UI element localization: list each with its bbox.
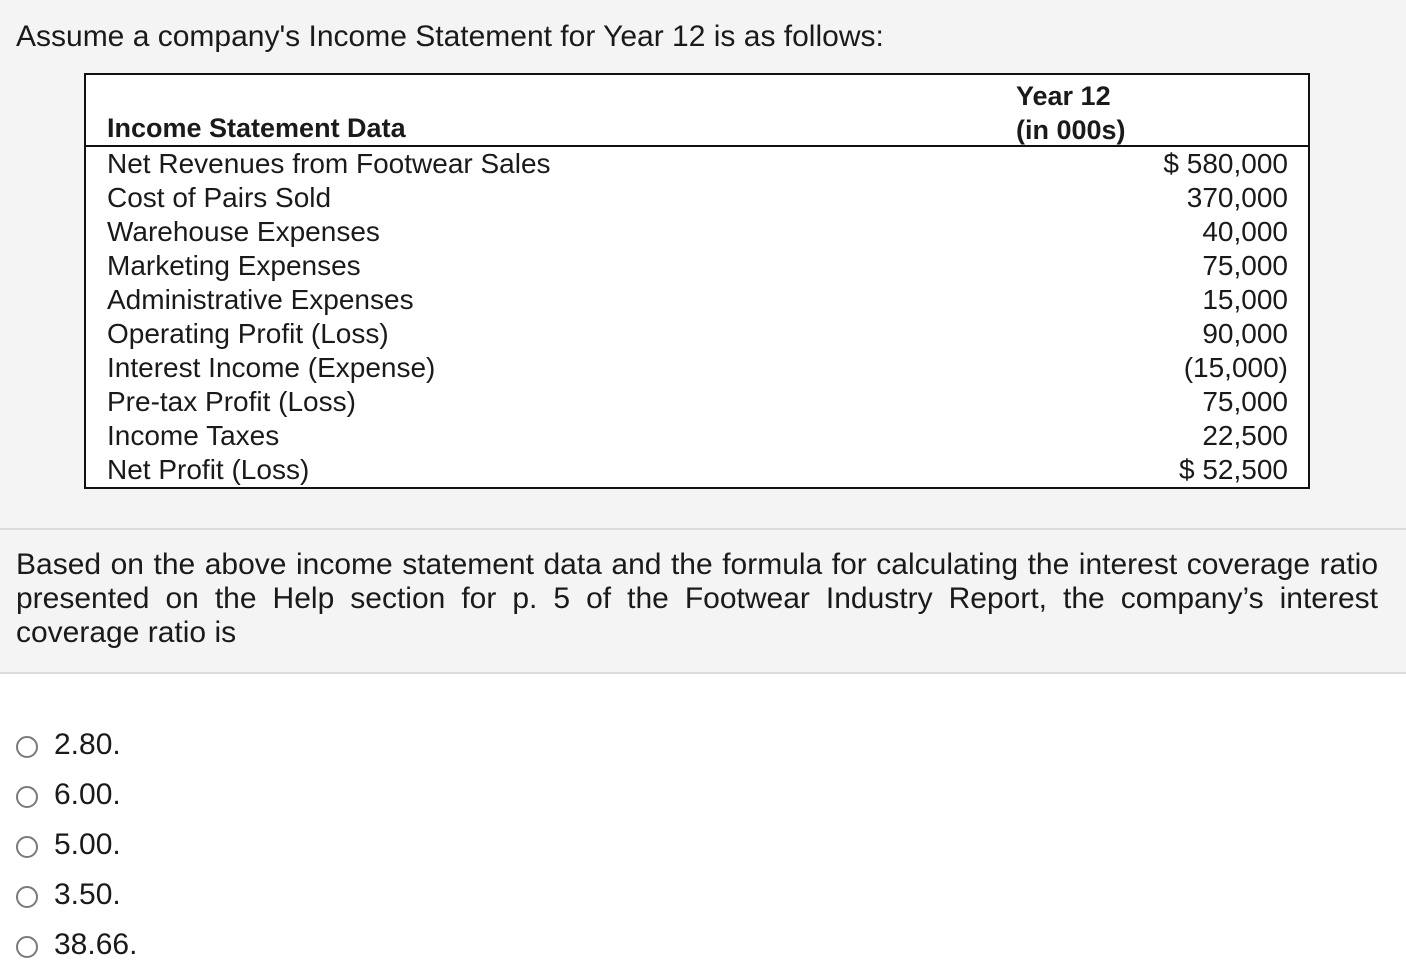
row-value: 15,000 xyxy=(1202,284,1288,315)
row-label: Cost of Pairs Sold xyxy=(107,182,332,213)
row-label: Net Revenues from Footwear Sales xyxy=(107,148,551,179)
radio-button[interactable] xyxy=(16,886,38,908)
answer-label[interactable]: 3.50. xyxy=(54,878,121,911)
row-label: Operating Profit (Loss) xyxy=(107,318,389,349)
row-value: (15,000) xyxy=(1183,352,1288,383)
table-header-year xyxy=(1016,79,1126,147)
row-value: 22,500 xyxy=(1202,420,1288,451)
answer-option[interactable] xyxy=(16,820,137,870)
row-value: 75,000 xyxy=(1202,250,1288,281)
answer-options xyxy=(16,720,137,970)
intro-text: Assume a company's Income Statement for Year 12 is as follows: xyxy=(16,20,884,53)
table-row xyxy=(86,215,1308,249)
answer-label[interactable]: 5.00. xyxy=(54,828,121,861)
table-row xyxy=(86,249,1308,283)
row-value: 75,000 xyxy=(1202,386,1288,417)
answer-label[interactable]: 38.66. xyxy=(54,928,138,961)
income-statement-table xyxy=(84,73,1310,489)
answer-option[interactable] xyxy=(16,920,137,970)
table-body xyxy=(86,147,1308,487)
answer-label[interactable]: 6.00. xyxy=(54,778,121,811)
row-label: Warehouse Expenses xyxy=(107,216,380,247)
row-value: 40,000 xyxy=(1202,216,1288,247)
table-row xyxy=(86,181,1308,215)
table-header-year-line1: Year 12 xyxy=(1016,81,1111,111)
answer-option[interactable] xyxy=(16,870,137,920)
row-value: 90,000 xyxy=(1202,318,1288,349)
section-divider xyxy=(0,672,1406,674)
table-row xyxy=(86,317,1308,351)
answer-option[interactable] xyxy=(16,720,137,770)
radio-button[interactable] xyxy=(16,836,38,858)
table-row xyxy=(86,147,1308,181)
radio-button[interactable] xyxy=(16,786,38,808)
row-label: Marketing Expenses xyxy=(107,250,361,281)
table-row xyxy=(86,419,1308,453)
table-row xyxy=(86,283,1308,317)
answer-option[interactable] xyxy=(16,770,137,820)
table-row xyxy=(86,351,1308,385)
answer-label[interactable]: 2.80. xyxy=(54,728,121,761)
row-value: 370,000 xyxy=(1186,182,1288,213)
radio-button[interactable] xyxy=(16,736,38,758)
table-row xyxy=(86,385,1308,419)
row-label: Pre-tax Profit (Loss) xyxy=(107,386,356,417)
row-value: $ 52,500 xyxy=(1179,454,1288,485)
row-label: Net Profit (Loss) xyxy=(107,454,310,485)
table-header-label: Income Statement Data xyxy=(107,113,406,143)
row-value: $ 580,000 xyxy=(1163,148,1288,179)
table-row xyxy=(86,453,1308,487)
question-text: Based on the above income statement data and the formula for calculating the interest coverage ratio presented on the Help section for p. 5 of the Footwear Industry Report, the company’s interest coverage ratio is xyxy=(16,548,1378,649)
row-label: Interest Income (Expense) xyxy=(107,352,436,383)
row-label: Administrative Expenses xyxy=(107,284,414,315)
table-header-year-line2: (in 000s) xyxy=(1016,115,1126,145)
radio-button[interactable] xyxy=(16,936,38,958)
row-label: Income Taxes xyxy=(107,420,280,451)
